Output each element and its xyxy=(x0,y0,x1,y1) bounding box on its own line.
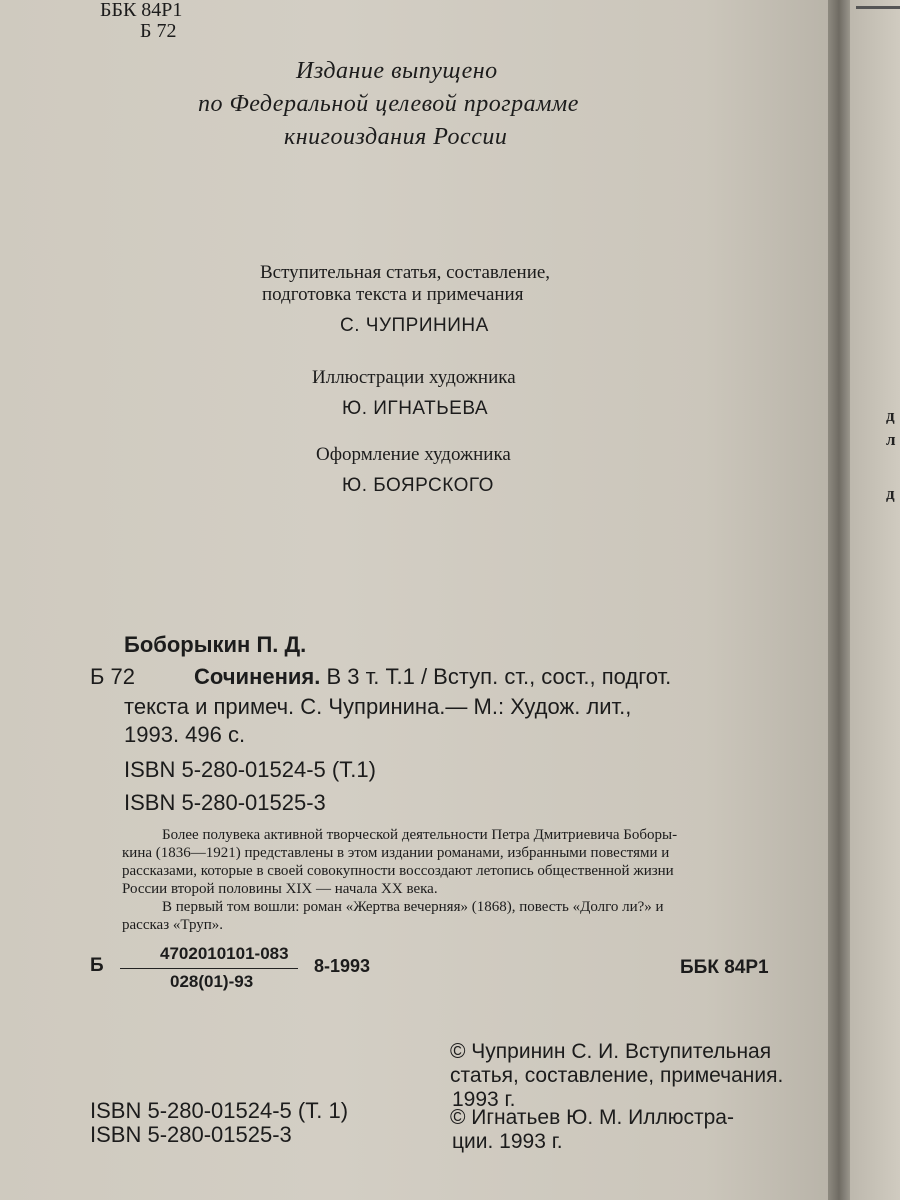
copyright-line: © Чупринин С. И. Вступительная xyxy=(450,1040,772,1063)
catalog-line: текста и примеч. С. Чупринина.— М.: Худож. лит., xyxy=(124,694,632,719)
adjacent-page xyxy=(850,0,900,1200)
code-letter: Б xyxy=(90,955,104,976)
code-year: 8-1993 xyxy=(314,956,371,976)
intro-credit-line: Вступительная статья, составление, xyxy=(260,262,551,283)
illustrator-name: Ю. ИГНАТЬЕВА xyxy=(342,398,489,419)
code-denominator: 028(01)-93 xyxy=(170,972,254,991)
catalog-isbn: ISBN 5-280-01524-5 (Т.1) xyxy=(124,757,376,782)
annotation-line: России второй половины XIX — начала XX века. xyxy=(122,881,438,897)
adjacent-page-rule xyxy=(856,6,900,9)
footer-isbn: ISBN 5-280-01524-5 (Т. 1) xyxy=(90,1098,349,1123)
header-bbk: ББК 84Р1 xyxy=(100,0,183,21)
annotation-line: Более полувека активной творческой деятельности Петра Дмитриевича Боборы- xyxy=(162,827,678,843)
footer-isbn: ISBN 5-280-01525-3 xyxy=(90,1122,292,1147)
catalog-title-line: Сочинения. В 3 т. Т.1 / Вступ. ст., сост., подгот. xyxy=(194,664,672,689)
catalog-isbn: ISBN 5-280-01525-3 xyxy=(124,790,326,815)
code-bbk: ББК 84Р1 xyxy=(680,957,769,978)
copyright-line: ции. 1993 г. xyxy=(452,1130,563,1153)
annotation-line: рассказами, которые в своей совокупности воссоздают летопись общественной жизни xyxy=(122,863,674,879)
adjacent-page-fragment: л xyxy=(886,430,896,449)
fraction-line xyxy=(120,968,298,969)
code-numerator: 4702010101-083 xyxy=(160,944,289,963)
adjacent-page-fragment: д xyxy=(886,406,895,425)
edition-note-line: Издание выпущено xyxy=(296,58,498,84)
annotation-line: кина (1836—1921) представлены в этом издании романами, избранными повестями и xyxy=(122,845,670,861)
copyright-line: 1993 г. xyxy=(452,1088,516,1111)
intro-author-name: С. ЧУПРИНИНА xyxy=(340,315,489,336)
catalog-index: Б 72 xyxy=(90,664,136,689)
adjacent-page-fragment: д xyxy=(886,484,895,503)
design-label: Оформление художника xyxy=(316,444,511,465)
edition-note-line: по Федеральной целевой программе xyxy=(198,91,579,117)
annotation-line: В первый том вошли: роман «Жертва вечерняя» (1868), повесть «Долго ли?» и xyxy=(162,899,664,915)
book-gutter xyxy=(828,0,850,1200)
intro-credit-line: подготовка текста и примечания xyxy=(262,284,524,305)
illustrations-label: Иллюстрации художника xyxy=(312,367,516,388)
designer-name: Ю. БОЯРСКОГО xyxy=(342,475,494,496)
annotation-line: рассказ «Труп». xyxy=(122,917,224,933)
edition-note-line: книгоиздания России xyxy=(284,124,508,150)
catalog-author: Боборыкин П. Д. xyxy=(124,632,307,657)
header-index: Б 72 xyxy=(140,20,177,42)
copyright-line: статья, составление, примечания. xyxy=(450,1064,784,1087)
copyright-line: © Игнатьев Ю. М. Иллюстра- xyxy=(450,1106,734,1129)
catalog-line: 1993. 496 с. xyxy=(124,722,246,747)
